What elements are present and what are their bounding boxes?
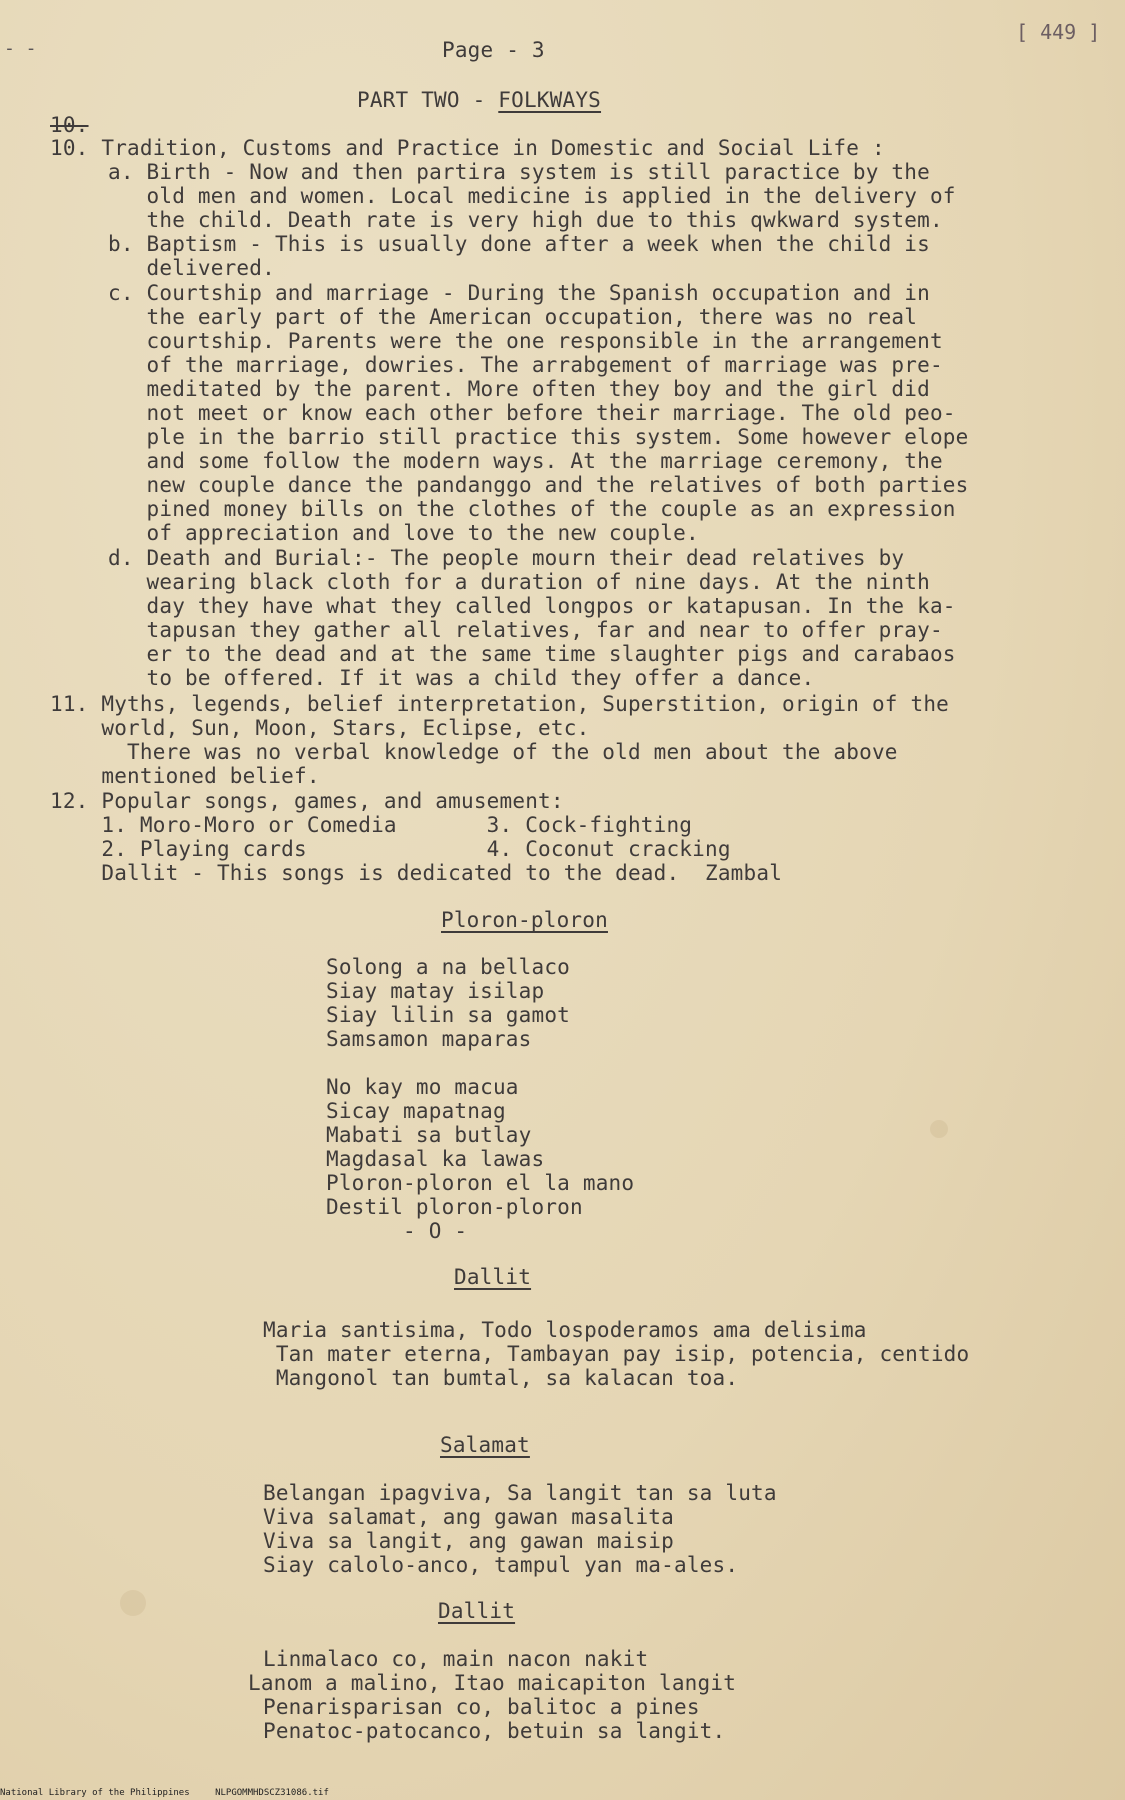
text-line: ple in the barrio still practice this system. Some however elope [108,425,969,449]
verse-line: Tan mater eterna, Tambayan pay isip, potencia, centido [263,1342,970,1366]
text-line: the early part of the American occupation, there was no real [108,305,918,329]
text-line: pined money bills on the clothes of the couple as an expression [108,497,956,521]
text-line: mentioned belief. [50,764,320,788]
archive-stamp: [ 449 ] [1016,20,1101,44]
text-line: world, Sun, Moon, Stars, Eclipse, etc. [50,716,590,740]
verse-line: Mangonol tan bumtal, sa kalacan toa. [263,1366,739,1390]
verse-line: Ploron-ploron el la mano [326,1171,635,1195]
song-title: Dallit [454,1265,532,1289]
paper-stain [930,1120,948,1138]
text-line: delivered. [108,256,275,280]
page-number: Page - 3 [442,38,545,62]
text-line: b. Baptism - This is usually done after a week when the child is [108,232,930,256]
text-line: 1. Moro-Moro or Comedia 3. Cock-fighting [50,813,693,837]
song-title: Ploron-ploron [441,908,608,932]
verse-line: Penatoc-patocanco, betuin sa langit. [263,1719,726,1743]
verse-line: No kay mo macua [326,1075,519,1099]
verse-line: Linmalaco co, main nacon nakit [263,1647,649,1671]
footer-file: NLPGOMMHDSCZ31086.tif [215,1788,329,1798]
verse-line: Sicay mapatnag [326,1099,506,1123]
text-line: meditated by the parent. More often they boy and the girl did [108,377,930,401]
text-line: a. Birth - Now and then partira system is still paractice by the [108,160,930,184]
part-heading-prefix: PART TWO - [357,88,499,112]
text-line: There was no verbal knowledge of the old men about the above [50,740,898,764]
text-line: to be offered. If it was a child they offer a dance. [108,666,815,690]
verse-line: Viva salamat, ang gawan masalita [263,1505,674,1529]
paper-stain [120,1590,146,1616]
separator: - O - [326,1219,468,1243]
text-line: courtship. Parents were the one responsible in the arrangement [108,329,943,353]
footer-library: National Library of the Philippines [0,1788,190,1798]
verse-line: Magdasal ka lawas [326,1147,545,1171]
text-line: not meet or know each other before their marriage. The old peo- [108,401,956,425]
verse-line: Destil ploron-ploron [326,1195,583,1219]
verse-line: Siay lilin sa gamot [326,1003,571,1027]
song-title: Dallit [438,1599,516,1623]
text-line: the child. Death rate is very high due to this qwkward system. [108,208,943,232]
verse-line: Solong a na bellaco [326,955,571,979]
verse-line: Lanom a malino, Itao maicapiton langit [248,1671,737,1695]
text-line: 2. Playing cards 4. Coconut cracking [50,837,731,861]
text-line: 11. Myths, legends, belief interpretation, Superstition, origin of the [50,692,950,716]
text-line: and some follow the modern ways. At the marriage ceremony, the [108,449,943,473]
verse-line: Maria santisima, Todo lospoderamos ama delisima [263,1318,867,1342]
text-line: er to the dead and at the same time slaughter pigs and carabaos [108,642,956,666]
item-10-heading: 10. Tradition, Customs and Practice in Domestic and Social Life : [50,136,885,160]
text-line: c. Courtship and marriage - During the Spanish occupation and in [108,281,930,305]
corner-mark: - - [4,38,37,59]
text-line: tapusan they gather all relatives, far and near to offer pray- [108,618,943,642]
verse-line: Samsamon maparas [326,1027,532,1051]
verse-line: Siay matay isilap [326,979,545,1003]
text-line: Dallit - This songs is dedicated to the dead. Zambal [50,861,783,885]
verse-line: Viva sa langit, ang gawan maisip [263,1529,674,1553]
text-line: new couple dance the pandanggo and the relatives of both parties [108,473,969,497]
part-heading-title: FOLKWAYS [498,88,602,112]
footer [0,1788,1125,1798]
struck-number: 10. [50,113,89,137]
song-title: Salamat [440,1433,530,1457]
verse-line: Belangan ipagviva, Sa langit tan sa luta [263,1481,777,1505]
text-line: wearing black cloth for a duration of nine days. At the ninth [108,570,930,594]
part-heading [357,88,601,112]
text-line: 12. Popular songs, games, and amusement: [50,789,564,813]
text-line: day they have what they called longpos or katapusan. In the ka- [108,594,956,618]
text-line: d. Death and Burial:- The people mourn their dead relatives by [108,546,905,570]
verse-line: Penarisparisan co, balitoc a pines [263,1695,700,1719]
text-line: old men and women. Local medicine is applied in the delivery of [108,184,956,208]
text-line: of the marriage, dowries. The arrabgement of marriage was pre- [108,353,943,377]
text-line: of appreciation and love to the new couple. [108,521,699,545]
verse-line: Mabati sa butlay [326,1123,532,1147]
verse-line: Siay calolo-anco, tampul yan ma-ales. [263,1553,739,1577]
